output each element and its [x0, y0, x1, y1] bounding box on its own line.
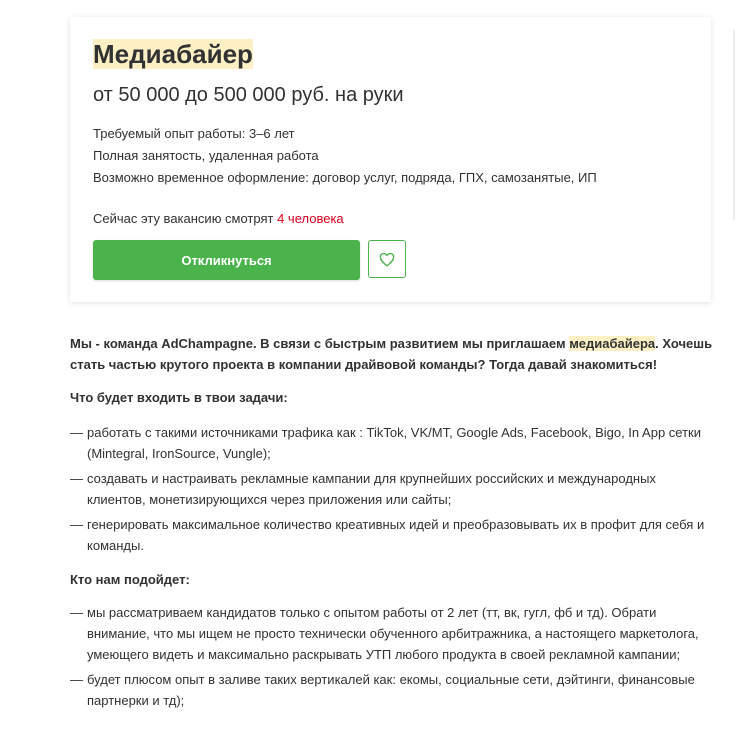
vacancy-description	[70, 333, 715, 711]
watching-now: Сейчас эту вакансию смотрят 4 человека	[93, 211, 344, 226]
list-item: — работать с такими источниками трафика как : TikTok, VK/MT, Google Ads, Facebook, Bigo, In App сетки (Mintegral, IronSource, Vungle);	[70, 425, 701, 461]
fit-list	[70, 602, 715, 711]
tasks-list	[70, 422, 715, 556]
vacancy-card	[70, 17, 711, 302]
favorite-button[interactable]	[368, 240, 406, 278]
intro-paragraph: Мы - команда AdChampagne. В связи с быстрым развитием мы приглашаем медиабайера. Хочешь стать частью крутого проекта в компании драйвовой команды? Тогда давай знакомиться!	[70, 336, 713, 372]
list-item: — генерировать максимальное количество креативных идей и преобразовывать их в профит для себя и команды.	[70, 517, 705, 553]
vacancy-title: Медиабайер	[93, 39, 253, 69]
employment-text: Полная занятость, удаленная работа	[93, 148, 319, 163]
watching-count: 4 человека	[277, 211, 344, 226]
respond-button[interactable]: Откликнуться	[93, 240, 360, 280]
tasks-heading: Что будет входить в твои задачи:	[70, 390, 288, 405]
list-item: — мы рассматриваем кандидатов только с опытом работы от 2 лет (тт, вк, гугл, фб и тд). Обрати внимание, что мы ищем не просто технически обученного арбитражника, а настоящего маркетолога, умеющего видеть и максимально раскрывать УТП любого продукта в своей рекламной кампании;	[70, 605, 699, 662]
heart-icon	[379, 252, 395, 267]
experience-text: Требуемый опыт работы: 3–6 лет	[93, 126, 295, 141]
page-edge-divider	[733, 30, 735, 220]
fit-heading: Кто нам подойдет:	[70, 572, 190, 587]
vacancy-salary: от 50 000 до 500 000 руб. на руки	[93, 84, 404, 106]
vacancy-meta	[93, 123, 597, 189]
contract-text: Возможно временное оформление: договор услуг, подряда, ГПХ, самозанятые, ИП	[93, 170, 597, 185]
intro-highlight: медиабайера	[569, 336, 656, 351]
list-item: — создавать и настраивать рекламные кампании для крупнейших российских и международных клиентов, монетизирующихся через приложения или сайты;	[70, 471, 656, 507]
list-item: — будет плюсом опыт в заливе таких вертикалей как: екомы, социальные сети, дэйтинги, финансовые партнерки и тд);	[70, 672, 695, 708]
